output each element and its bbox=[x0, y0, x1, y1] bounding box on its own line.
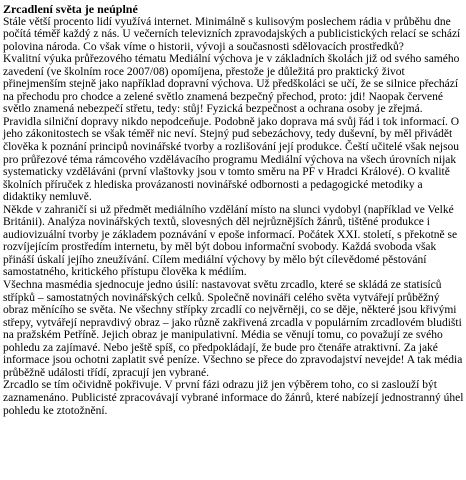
document-title: Zrcadlení světa je neúplné bbox=[3, 2, 138, 16]
paragraph-intro: Stále větší procento lidí využívá internet. Minimálně s kulisovým poslechem rádia v průběhu dne počítá téměř každý z nás. U večerních televizních zpravodajských a publicistických relací se schází polovina národa. Co však víme o historii, vývoji a současnosti sdělovacích prostředků? bbox=[3, 15, 461, 53]
paragraph-distortion: Zrcadlo se tím očividně pokřivuje. V první fázi odrazu již jen výběrem toho, co si zaslouží být zaznamenáno. Publicisté zpracovávají vybrané informace do žánrů, které nabízejí jednostranný úhel pohledu ke ztotožnění. bbox=[3, 379, 464, 417]
paragraph-traffic-rules: Pravidla silniční dopravy nikdo nepodceňuje. Podobně jako doprava má svůj řád i tok informací. O jeho zákonitostech se však téměř nic neví. Stejný pud sebezáchovy, tedy duševní, by měl přivádět člověka k poznání principů novinářské tvorby a rozlišování její produkce. Čeští učitelé však nejsou pro průřezové téma rámcového vzdělávacího programu Mediální výchova na všech úrovních nijak systematicky vzděláváni (první vlaštovky jsou v tomto směru na PF v Hradci Králové). O kvalitě školních příruček z hlediska provázanosti novinářské odbornosti a pedagogické metodiky a didaktiky nemluvě. bbox=[3, 115, 460, 204]
paragraph-media-education: Kvalitní výuka průřezového tématu Mediální výchova je v základních školách již od svého samého zavedení (ve školním roce 2007/08) opomíjena, přestože je důležitá pro praktický život přinejmenším stejně jako například dopravní výchova. Už předškoláci se učí, že se silnice přechází na přechodu pro chodce a zelené světlo znamená bezpečný přechod, proto: jdi! Naopak červené světlo znamená nebezpečí střetu, tedy: stůj! Fyzická bezpečnost a ochrana osoby je zřejmá. bbox=[3, 53, 460, 116]
paragraph-mirror: Všechna masmédia sjednocuje jedno úsilí: nastavovat světu zrcadlo, které se skládá ze statisíců střípků – samostatných novinářských celků. Společně novináři celého světa vytvářejí průběžný obraz měnícího se světa. Ne všechny střípky zrcadlí co nejvěrněji, co se děje, některé jsou křivými střepy, vytvářejí nepravdivý obraz – jako různě zakřivená zrcadla v populárním zrcadlovém bludišti na pražském Petříně. Jejich obraz je manipulativní. Média se věnují tomu, co považují ze svého pohledu za zajímavé. Nebo ještě spíš, co předpokládají, že bude pro čtenáře atraktivní. Za jaké informace jsou ochotni zaplatit své peníze. Všechno se přece do zpravodajství nevejde! A tak média průběžně události třídí, zpracují jen vybrané. bbox=[3, 279, 463, 379]
paragraph-abroad: Někde v zahraničí si už předmět mediálního vzdělání místo na slunci vydobyl (například ve Velké Británii). Analýza novinářských textů, slovesných děl nejrůznějších žánrů, tištěné produkce i audiovizuální tvorby je základem poznávání v epoše informací. Počátek XXI. století, s překotně se rozvíjejícím prostředím internetu, by měl být dobou informační svobody. Každá svoboda však přináší úskalí jejího zneužívání. Cílem mediální výchovy by mělo být cílevědomé pěstování samostatného, kritického přístupu člověka k médiím. bbox=[3, 203, 458, 279]
